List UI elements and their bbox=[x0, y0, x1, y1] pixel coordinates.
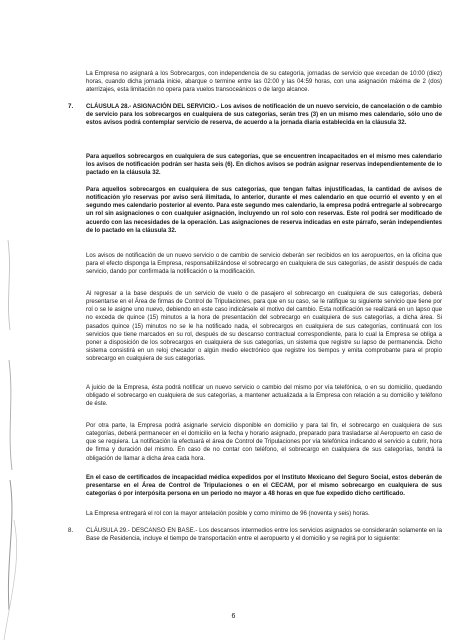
clause-29-block bbox=[86, 527, 442, 543]
paragraph-phone-notification: A juicio de la Empresa, ésta podrá notificar un nuevo servicio o cambio del mismo por vía telefónica, o en su domicilio, quedando obligado el sobrecargo en cualquiera de sus categorías, a mantener actualizada a la Empresa con relación a su domicilio y teléfono de éste. bbox=[86, 385, 442, 408]
paragraph-roster-delivery: La Empresa entregará el rol con la mayor antelación posible y como mínimo de 96 (noventa y seis) horas. bbox=[86, 511, 370, 517]
paragraph-home-availability: Por otra parte, la Empresa podrá asignarle servicio disponible en domicilio y para tal fin, el sobrecargo en cualquiera de sus categorías, deberá permanecer en el domicilio en la fecha y horario asignado, preparado para trasladarse al Aeropuerto en caso de que se requiera. La notificación la efectuará el área de Control de Tripulaciones por vía telefónica indicando el servicio a cubrir, hora de firma y duración del mismo. En caso de no contar con teléfono, el sobrecargo en cualquiera de sus categorías, tendrá la obligación de llamar a dicha área cada hora. bbox=[86, 423, 442, 462]
clause-29-text: Los descansos intermedios entre los servicios asignados se considerarán solamente en la Base de Residencia, incluye el tiempo de transportación entre el aeropuerto y el domicilio y se regirá por lo siguiente: bbox=[86, 528, 442, 543]
page-number: 6 bbox=[231, 613, 236, 620]
paragraph-return-to-base: Al regresar a la base después de un servicio de vuelo o de pasajero el sobrecargo en cualquiera de sus categorías, deberá presentarse en el Área de firmas de Control de Tripulaciones, para que en su caso, se le ratifique su siguiente servicio que tiene por rol o se le asigne uno nuevo, debiendo en este caso indicársele el motivo del cambio. Esta notificación se realizará en un lapso que no exceda de quince (15) minutos a la hora de presentación del sobrecargo en cualquiera de sus categorías, a dicha área. Si pasados quince (15) minutos no se le ha notificado nada, el sobrecargos en cualquiera de sus categorías, continuará con los servicios que tiene marcados en su rol, después de su descanso contractual correspondiente, para lo cual la Empresa se obliga a poner a disposición de los sobrecargos en cualquiera de sus categorías, un sistema que registre su lapso de permanencia. Dicho sistema consistirá en un reloj checador o algún medio electrónico que registre los tiempos y emita comprobante para el propio sobrecargo en cualquiera de sus categorías. bbox=[86, 291, 442, 363]
paragraph-medical-certificates: En el caso de certificados de incapacidad médica expedidos por el Instituto Mexicano del Seguro Social, estos deberán de presentarse en el Área de Control de Tripulaciones o en el CECAM, por el mismo sobrecargo en cualquiera de sus categorías ó por interpósita persona en un periodo no mayor a 48 horas en que fue expedido dicho certificado. bbox=[86, 475, 442, 498]
clause-29-heading: CLÁUSULA 29.- DESCANSO EN BASE.- bbox=[86, 528, 198, 534]
paragraph-unjustified-absences: Para aquellos sobrecargos en cualquiera de sus categorías, que tengan faltas injustificadas, la cantidad de avisos de notificación y/o reservas por aviso será ilimitada, lo anterior, durante el mes calendario en que ocurrió el evento y en el segundo mes calendario posterior al evento. Para este segundo mes calendario, la empresa podrá entregarle al sobrecargo un rol sin asignaciones o con cualquier asignación, incluyendo un rol solo con reservas. Este rol podrá ser modificado de acuerdo con las necesidades de la operación. Las asignaciones de reserva indicadas en este párrafo, serán independientes de lo pactado en la cláusula 32. bbox=[86, 187, 442, 234]
clause-28-text: Los avisos de notificación de un nuevo servicio, de cancelación o de cambio de servicio para los sobrecargos en cualquiera de sus categorías, serán tres (3) en un mismo mes calendario, sólo uno de estos avisos podrá contemplar servicio de reserva, de acuerdo a la jornada diaria establecida en la cláusula 32. bbox=[86, 104, 443, 127]
paragraph-notice-reception: Los avisos de notificación de un nuevo servicio o de cambio de servicio deberán ser recibidos en los aeropuertos, en la oficina que para el efecto disponga la Empresa, responsabilizándose el sobrecargo en cualquiera de sus categorías, de asistir después de cada servicio, dando por confirmada la notificación o la modificación. bbox=[86, 253, 442, 276]
clause-28-block bbox=[86, 103, 442, 127]
handwritten-margin-mark bbox=[2, 0, 32, 640]
clause-28-heading: CLÁUSULA 28.- ASIGNACIÓN DEL SERVICIO.- bbox=[86, 104, 220, 110]
intro-paragraph: La Empresa no asignará a los Sobrecargos, con independencia de su categoría, jornadas de servicio que excedan de 10:00 (diez) horas, cuando dicha jornada inicie, abarque o termine entre las 02:00 y las 04:59 horas, con una asignación máxima de 2 (dos) aterrizajes, esta limitación no opera para vuelos transoceánicos o de largo alcance. bbox=[86, 71, 442, 94]
paragraph-incapacitated: Para aquellos sobrecargos en cualquiera de sus categorías, que se encuentren incapacitados en el mismo mes calendario los avisos de notificación podrán ser hasta seis (6). En dichos avisos se podrán asignar reservas independientemente de lo pactado en la cláusula 32. bbox=[86, 154, 442, 177]
clause-28-number: 7. bbox=[68, 103, 74, 110]
clause-29-number: 8. bbox=[68, 527, 74, 534]
